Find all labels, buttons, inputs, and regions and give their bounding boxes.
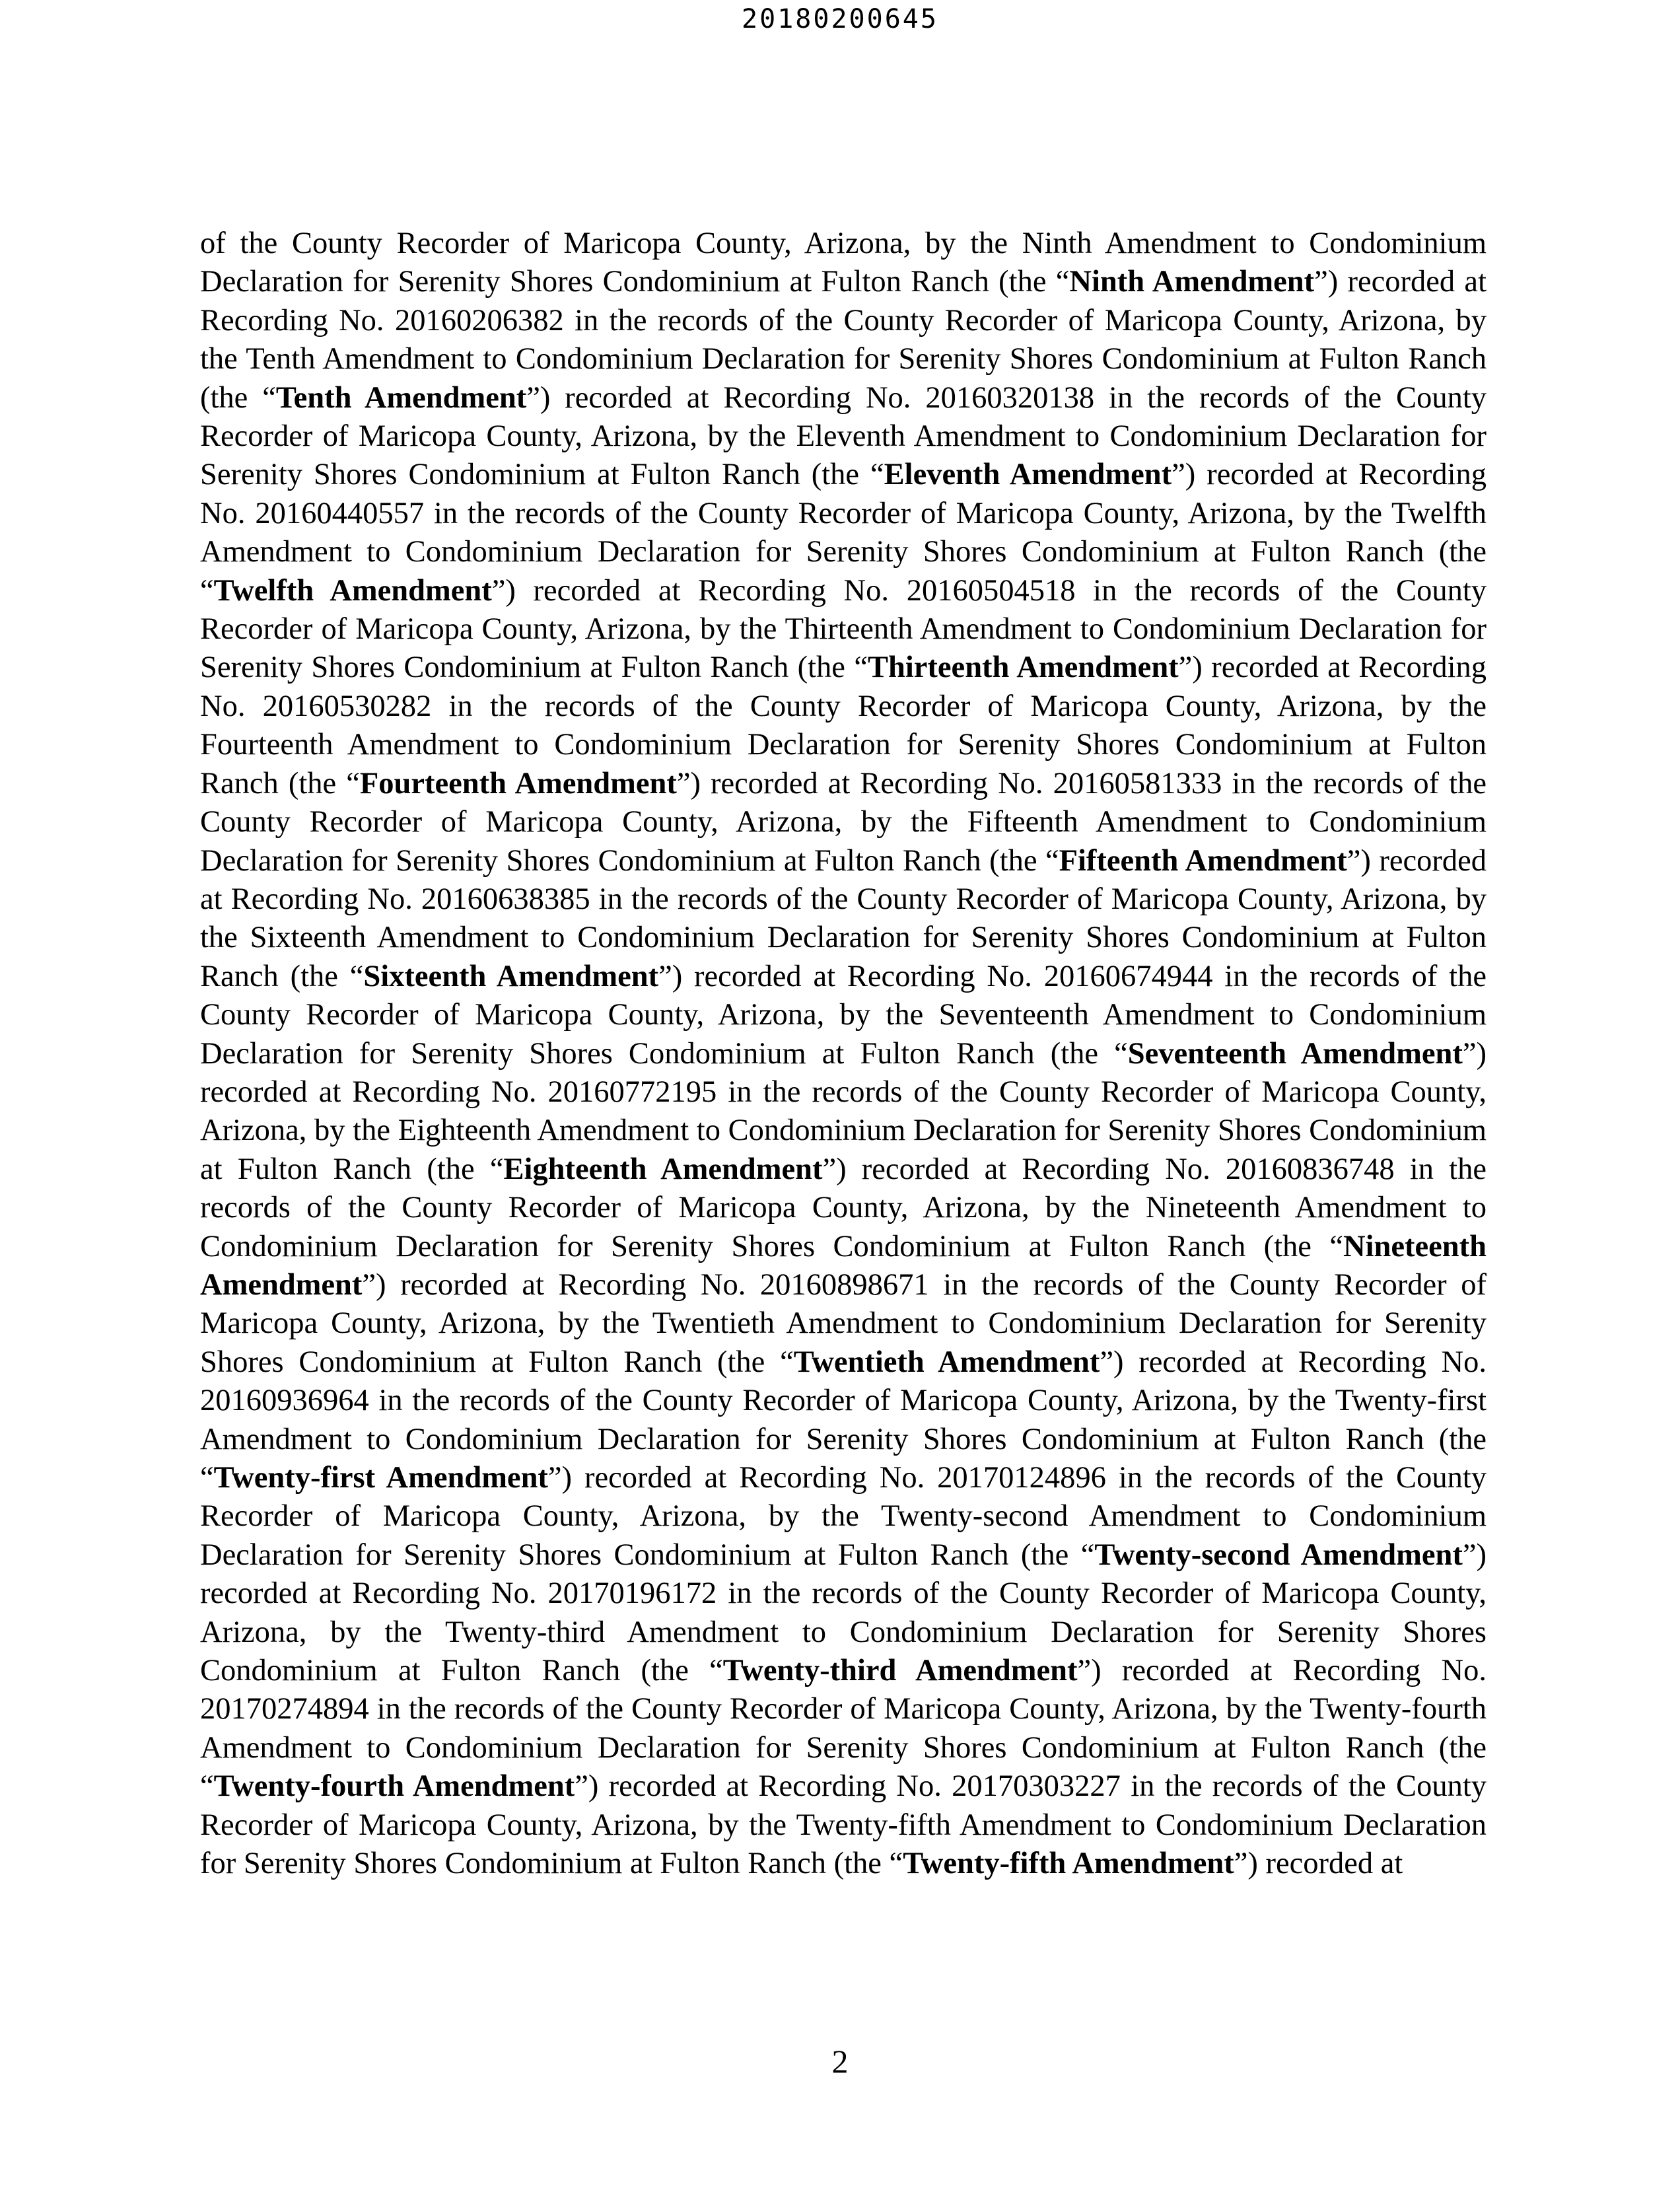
- text-run: ”) recorded at Recording No. 20160772195 in the records of the County Recorder of Maricopa County, Arizona, by the Eighteenth Amendment to Condominium Declaration for Serenity Shores Condominium at Fulton Ranch (the “: [200, 1036, 1487, 1186]
- text-run: ”) recorded at Recording No. 20160581333 in the records of the County Recorder of Maricopa County, Arizona, by the Fifteenth Amendment to Condominium Declaration for Serenity Shores Condominium at Fulton Ranch (the “: [200, 766, 1487, 878]
- text-run: ”) recorded at Recording No. 20160898671 in the records of the County Recorder of Maricopa County, Arizona, by the Twentieth Amendment to Condominium Declaration for Serenity Shores Condominium at Fulton Ranch (the “: [200, 1267, 1487, 1379]
- text-run: ”) recorded at Recording No. 20160504518 in the records of the County Recorder of Maricopa County, Arizona, by the Thirteenth Amendment to Condominium Declaration for Serenity Shores Condominium at Fulton Ranch (the “: [200, 573, 1487, 685]
- text-run: ”) recorded at Recording No. 20160440557 in the records of the County Recorder of Maricopa County, Arizona, by the Twelfth Amendment to Condominium Declaration for Serenity Shores Condominium at Fulton Ranch (the “: [200, 458, 1487, 608]
- defined-term: Eleventh Amendment: [884, 458, 1172, 492]
- defined-term: Sixteenth Amendment: [363, 959, 659, 993]
- text-run: ”) recorded at Recording No. 20160936964 in the records of the County Recorder of Maricopa County, Arizona, by the Twenty-first Amendment to Condominium Declaration for Serenity Shores Condominium at Fulton Ranch (the “: [200, 1345, 1487, 1495]
- defined-term: Twentieth Amendment: [793, 1345, 1100, 1379]
- defined-term: Twenty-second Amendment: [1094, 1538, 1463, 1572]
- defined-term: Nineteenth Amendment: [200, 1229, 1487, 1302]
- defined-term: Twenty-fifth Amendment: [903, 1847, 1234, 1881]
- text-run: ”) recorded at Recording No. 20160206382 in the records of the County Recorder of Maricopa County, Arizona, by the Tenth Amendment to Condominium Declaration for Serenity Shores Condominium at Fulton Ranch (the “: [200, 265, 1487, 415]
- defined-term: Eighteenth Amendment: [503, 1152, 823, 1186]
- defined-term: Ninth Amendment: [1069, 265, 1315, 299]
- text-run: ”) recorded at Recording No. 20160320138 in the records of the County Recorder of Maricopa County, Arizona, by the Eleventh Amendment to Condominium Declaration for Serenity Shores Condominium at Fulton Ranch (the “: [200, 380, 1487, 492]
- defined-term: Twenty-fourth Amendment: [213, 1769, 575, 1804]
- defined-term: Tenth Amendment: [275, 380, 527, 415]
- defined-term: Thirteenth Amendment: [868, 651, 1179, 685]
- defined-term: Twenty-third Amendment: [722, 1654, 1078, 1688]
- text-run: ”) recorded at Recording No. 20160530282 in the records of the County Recorder of Maricopa County, Arizona, by the Fourteenth Amendment to Condominium Declaration for Serenity Shores Condominium at Fulton Ranch (the “: [200, 651, 1487, 800]
- text-run: ”) recorded at Recording No. 20170274894 in the records of the County Recorder of Maricopa County, Arizona, by the Twenty-fourth Amendment to Condominium Declaration for Serenity Shores Condominium at Fulton Ranch (the “: [200, 1654, 1487, 1804]
- defined-term: Seventeenth Amendment: [1127, 1036, 1463, 1071]
- text-run: ”) recorded at Recording No. 20160674944 in the records of the County Recorder of Maricopa County, Arizona, by the Seventeenth Amendment to Condominium Declaration for Serenity Shores Condominium at Fulton Ranch (the “: [200, 959, 1487, 1071]
- text-run: ”) recorded at Recording No. 20160638385 in the records of the County Recorder of Maricopa County, Arizona, by the Sixteenth Amendment to Condominium Declaration for Serenity Shores Condominium at Fulton Ranch (the “: [200, 843, 1487, 993]
- text-run: ”) recorded at Recording No. 20170196172 in the records of the County Recorder of Maricopa County, Arizona, by the Twenty-third Amendment to Condominium Declaration for Serenity Shores Condominium at Fulton Ranch (the “: [200, 1538, 1487, 1688]
- text-run: ”) recorded at: [1234, 1847, 1403, 1881]
- text-run: of the County Recorder of Maricopa County, Arizona, by the Ninth Amendment to Condominium Declaration for Serenity Shores Condominium at Fulton Ranch (the “: [200, 227, 1487, 299]
- text-run: ”) recorded at Recording No. 20160836748 in the records of the County Recorder of Maricopa County, Arizona, by the Nineteenth Amendment to Condominium Declaration for Serenity Shores Condominium at Fulton Ranch (the “: [200, 1152, 1487, 1263]
- text-run: ”) recorded at Recording No. 20170303227 in the records of the County Recorder of Maricopa County, Arizona, by the Twenty-fifth Amendment to Condominium Declaration for Serenity Shores Condominium at Fulton Ranch (the “: [200, 1769, 1487, 1881]
- body-paragraph: [200, 225, 1487, 1883]
- page-number: 2: [831, 2043, 849, 2080]
- defined-term: Twelfth Amendment: [213, 573, 492, 608]
- defined-term: Fourteenth Amendment: [359, 766, 677, 800]
- defined-term: Fifteenth Amendment: [1059, 843, 1347, 878]
- defined-term: Twenty-first Amendment: [213, 1461, 548, 1495]
- document-number: 20180200645: [742, 4, 938, 34]
- text-run: ”) recorded at Recording No. 20170124896 in the records of the County Recorder of Maricopa County, Arizona, by the Twenty-second Amendment to Condominium Declaration for Serenity Shores Condominium at Fulton Ranch (the “: [200, 1461, 1487, 1572]
